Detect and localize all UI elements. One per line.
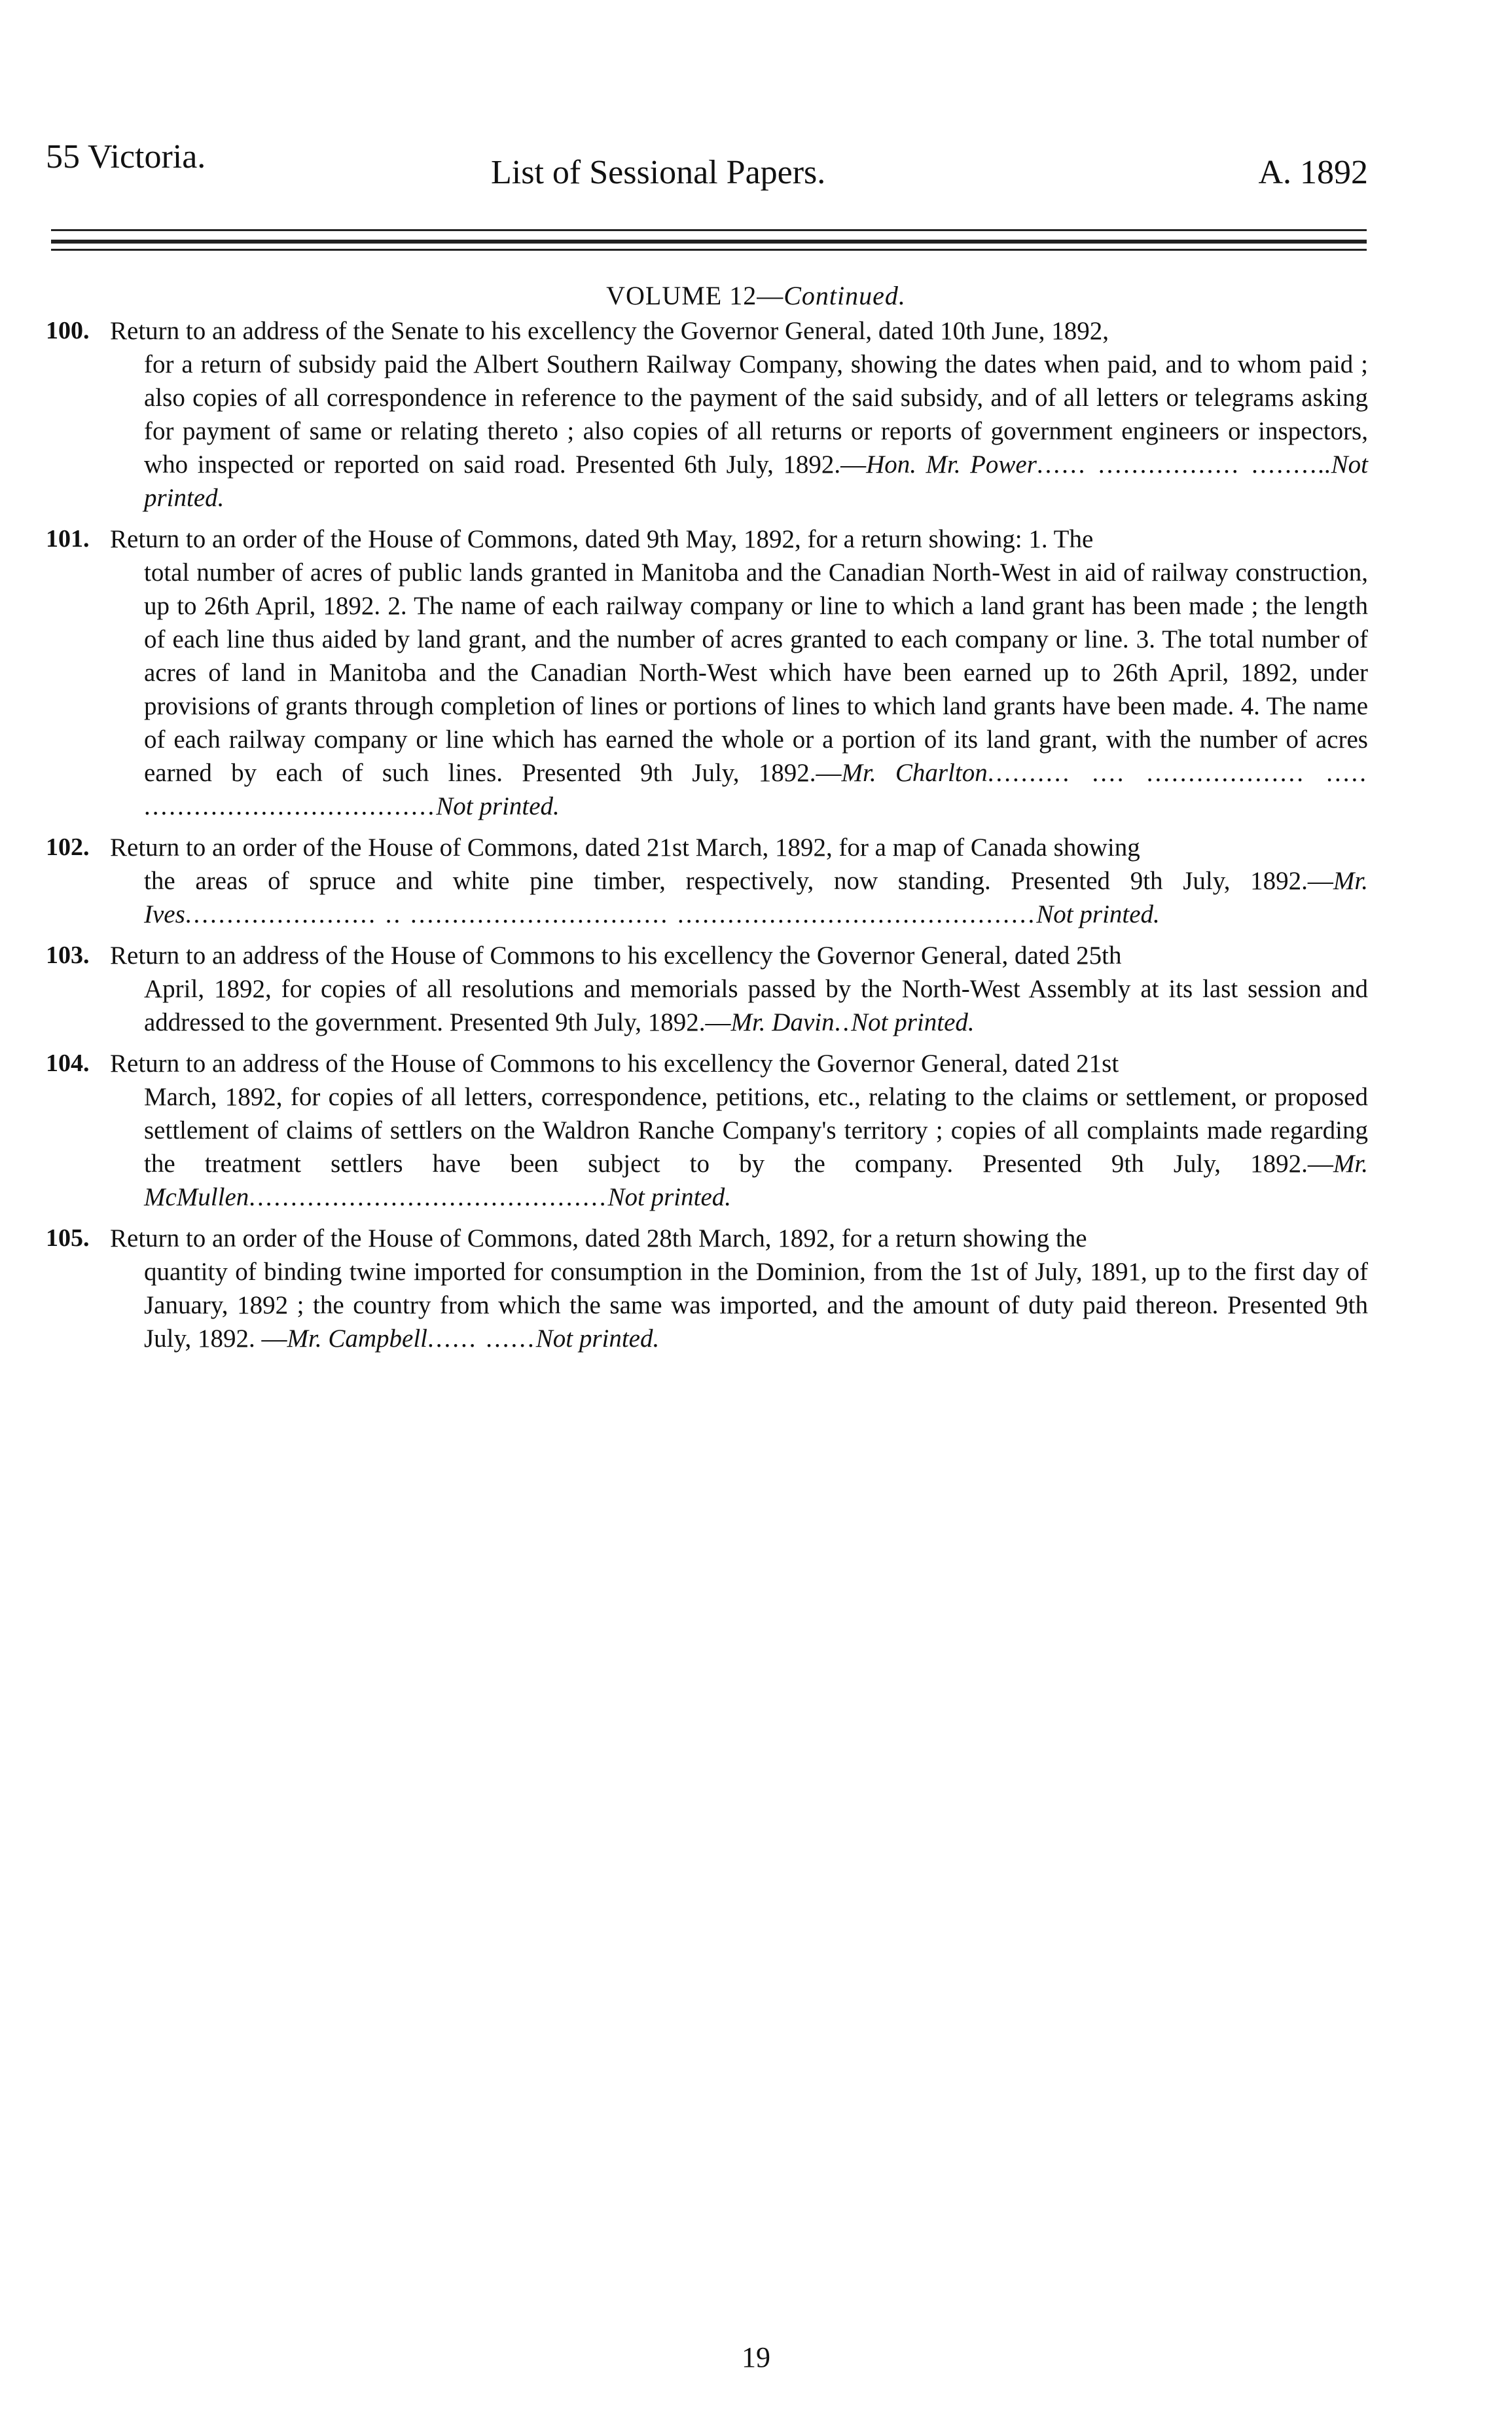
rule-line: [51, 249, 1367, 251]
year-label: A. 1892: [1258, 154, 1368, 191]
entry-number: 105.: [46, 1224, 90, 1252]
entry-status: Not printed.: [607, 1183, 732, 1211]
paper-entry: [46, 314, 1368, 515]
entry-lead: Return to an order of the House of Commons, dated 21st March, 1892, for a map of Canada showing: [110, 833, 1140, 862]
paper-entry: [46, 939, 1368, 1039]
entry-lead: Return to an order of the House of Commons, dated 28th March, 1892, for a return showing the: [110, 1224, 1087, 1252]
session-label: 55 Victoria.: [46, 138, 206, 175]
entry-number: 102.: [46, 833, 90, 861]
entry-number: 100.: [46, 317, 90, 344]
entry-lead: Return to an order of the House of Commons, dated 9th May, 1892, for a return showing: 1. The: [110, 525, 1094, 553]
leader-dots: .......... .... ................... ..... ...................................: [144, 759, 1369, 820]
entry-lead: Return to an address of the House of Commons to his excellency the Governor General, dated 25th: [110, 941, 1122, 970]
leader-dots: ...........................................: [249, 1183, 608, 1211]
leader-dots: ....................... .. ............................... ...........................................: [185, 900, 1037, 928]
entry-byline: Mr. Campbell: [287, 1324, 427, 1353]
paper-entry: [46, 831, 1368, 931]
entry-byline: Mr. Davin: [730, 1008, 835, 1036]
leader-dots: ...... ......: [427, 1324, 536, 1353]
entry-byline: Mr. Charlton: [841, 759, 988, 787]
entry-body: the areas of spruce and white pine timber, respectively, now standing. Presented 9th July, 1892.—: [144, 867, 1333, 895]
entry-number: 104.: [46, 1050, 90, 1077]
entry-number: 103.: [46, 941, 90, 969]
page-title: List of Sessional Papers.: [491, 154, 826, 191]
entry-status: Not printed.: [436, 792, 560, 820]
volume-heading: [0, 280, 1512, 311]
entry-byline: Mr. Ives: [144, 867, 1368, 928]
paper-entry: [46, 1047, 1368, 1214]
leader-dots: ..: [834, 1008, 852, 1036]
volume-continued: Continued.: [783, 281, 906, 310]
entry-byline: Hon. Mr. Power: [866, 450, 1037, 479]
entry-status: Not printed.: [851, 1008, 975, 1036]
entry-body: quantity of binding twine imported for consumption in the Dominion, from the 1st of July, 1891, up to the first day of January, 1892 ; the country from which the same was imported, and the amount of duty paid thereon. Presented 9th July, 1892. —: [144, 1258, 1368, 1353]
sessional-paper-list: [46, 314, 1368, 1363]
entry-status: ..Not printed.: [144, 450, 1368, 512]
entry-body: total number of acres of public lands granted in Manitoba and the Canadian North-West in aid of railway construction, up to 26th April, 1892. 2. The name of each railway company or line to which a land grant has been made ; the length of each line thus aided by land grant, and the number of acres granted to each company or line. 3. The total number of acres of land in Manitoba and the Canadian North-West which have been earned up to 26th April, 1892, under provisions of grants through completion of lines or portions of lines to which land grants have been made. 4. The name of each railway company or line which has earned the whole or a portion of its land grant, with the number of acres earned by each of such lines. Presented 9th July, 1892.—: [144, 558, 1368, 787]
volume-label: VOLUME 12—: [606, 281, 784, 310]
entry-byline: Mr. McMullen: [144, 1150, 1368, 1211]
rule-line: [51, 229, 1367, 231]
entry-number: 101.: [46, 525, 90, 553]
entry-body: March, 1892, for copies of all letters, correspondence, petitions, etc., relating to the claims or settlement, or proposed settlement of claims of settlers on the Waldron Ranche Company's territory ; copies of all complaints made regarding the treatment settlers have been subject to by the company. Presented 9th July, 1892.—: [144, 1083, 1368, 1178]
entry-status: Not printed.: [535, 1324, 660, 1353]
running-header: [46, 137, 1368, 203]
rule-line: [51, 240, 1367, 244]
paper-entry: [46, 522, 1368, 823]
page-number: 19: [742, 2341, 770, 2373]
entry-body: April, 1892, for copies of all resolutions and memorials passed by the North-West Assembly at its last session and addressed to the government. Presented 9th July, 1892.—: [144, 975, 1368, 1036]
entry-lead: Return to an address of the House of Commons to his excellency the Governor General, dated 21st: [110, 1050, 1119, 1078]
entry-lead: Return to an address of the Senate to his excellency the Governor General, dated 10th June, 1892,: [110, 317, 1109, 345]
entry-body: for a return of subsidy paid the Albert Southern Railway Company, showing the dates when paid, and to whom paid ; also copies of all correspondence in reference to the payment of the said subsidy, and of all letters or telegrams asking for payment of same or relating thereto ; also copies of all returns or reports of government engineers or inspectors, who inspected or reported on said road. Presented 6th July, 1892.—: [144, 350, 1368, 479]
leader-dots: ...... ................. ........: [1036, 450, 1319, 479]
entry-status: Not printed.: [1036, 900, 1160, 928]
paper-entry: [46, 1222, 1368, 1355]
header-rule: [51, 229, 1367, 255]
